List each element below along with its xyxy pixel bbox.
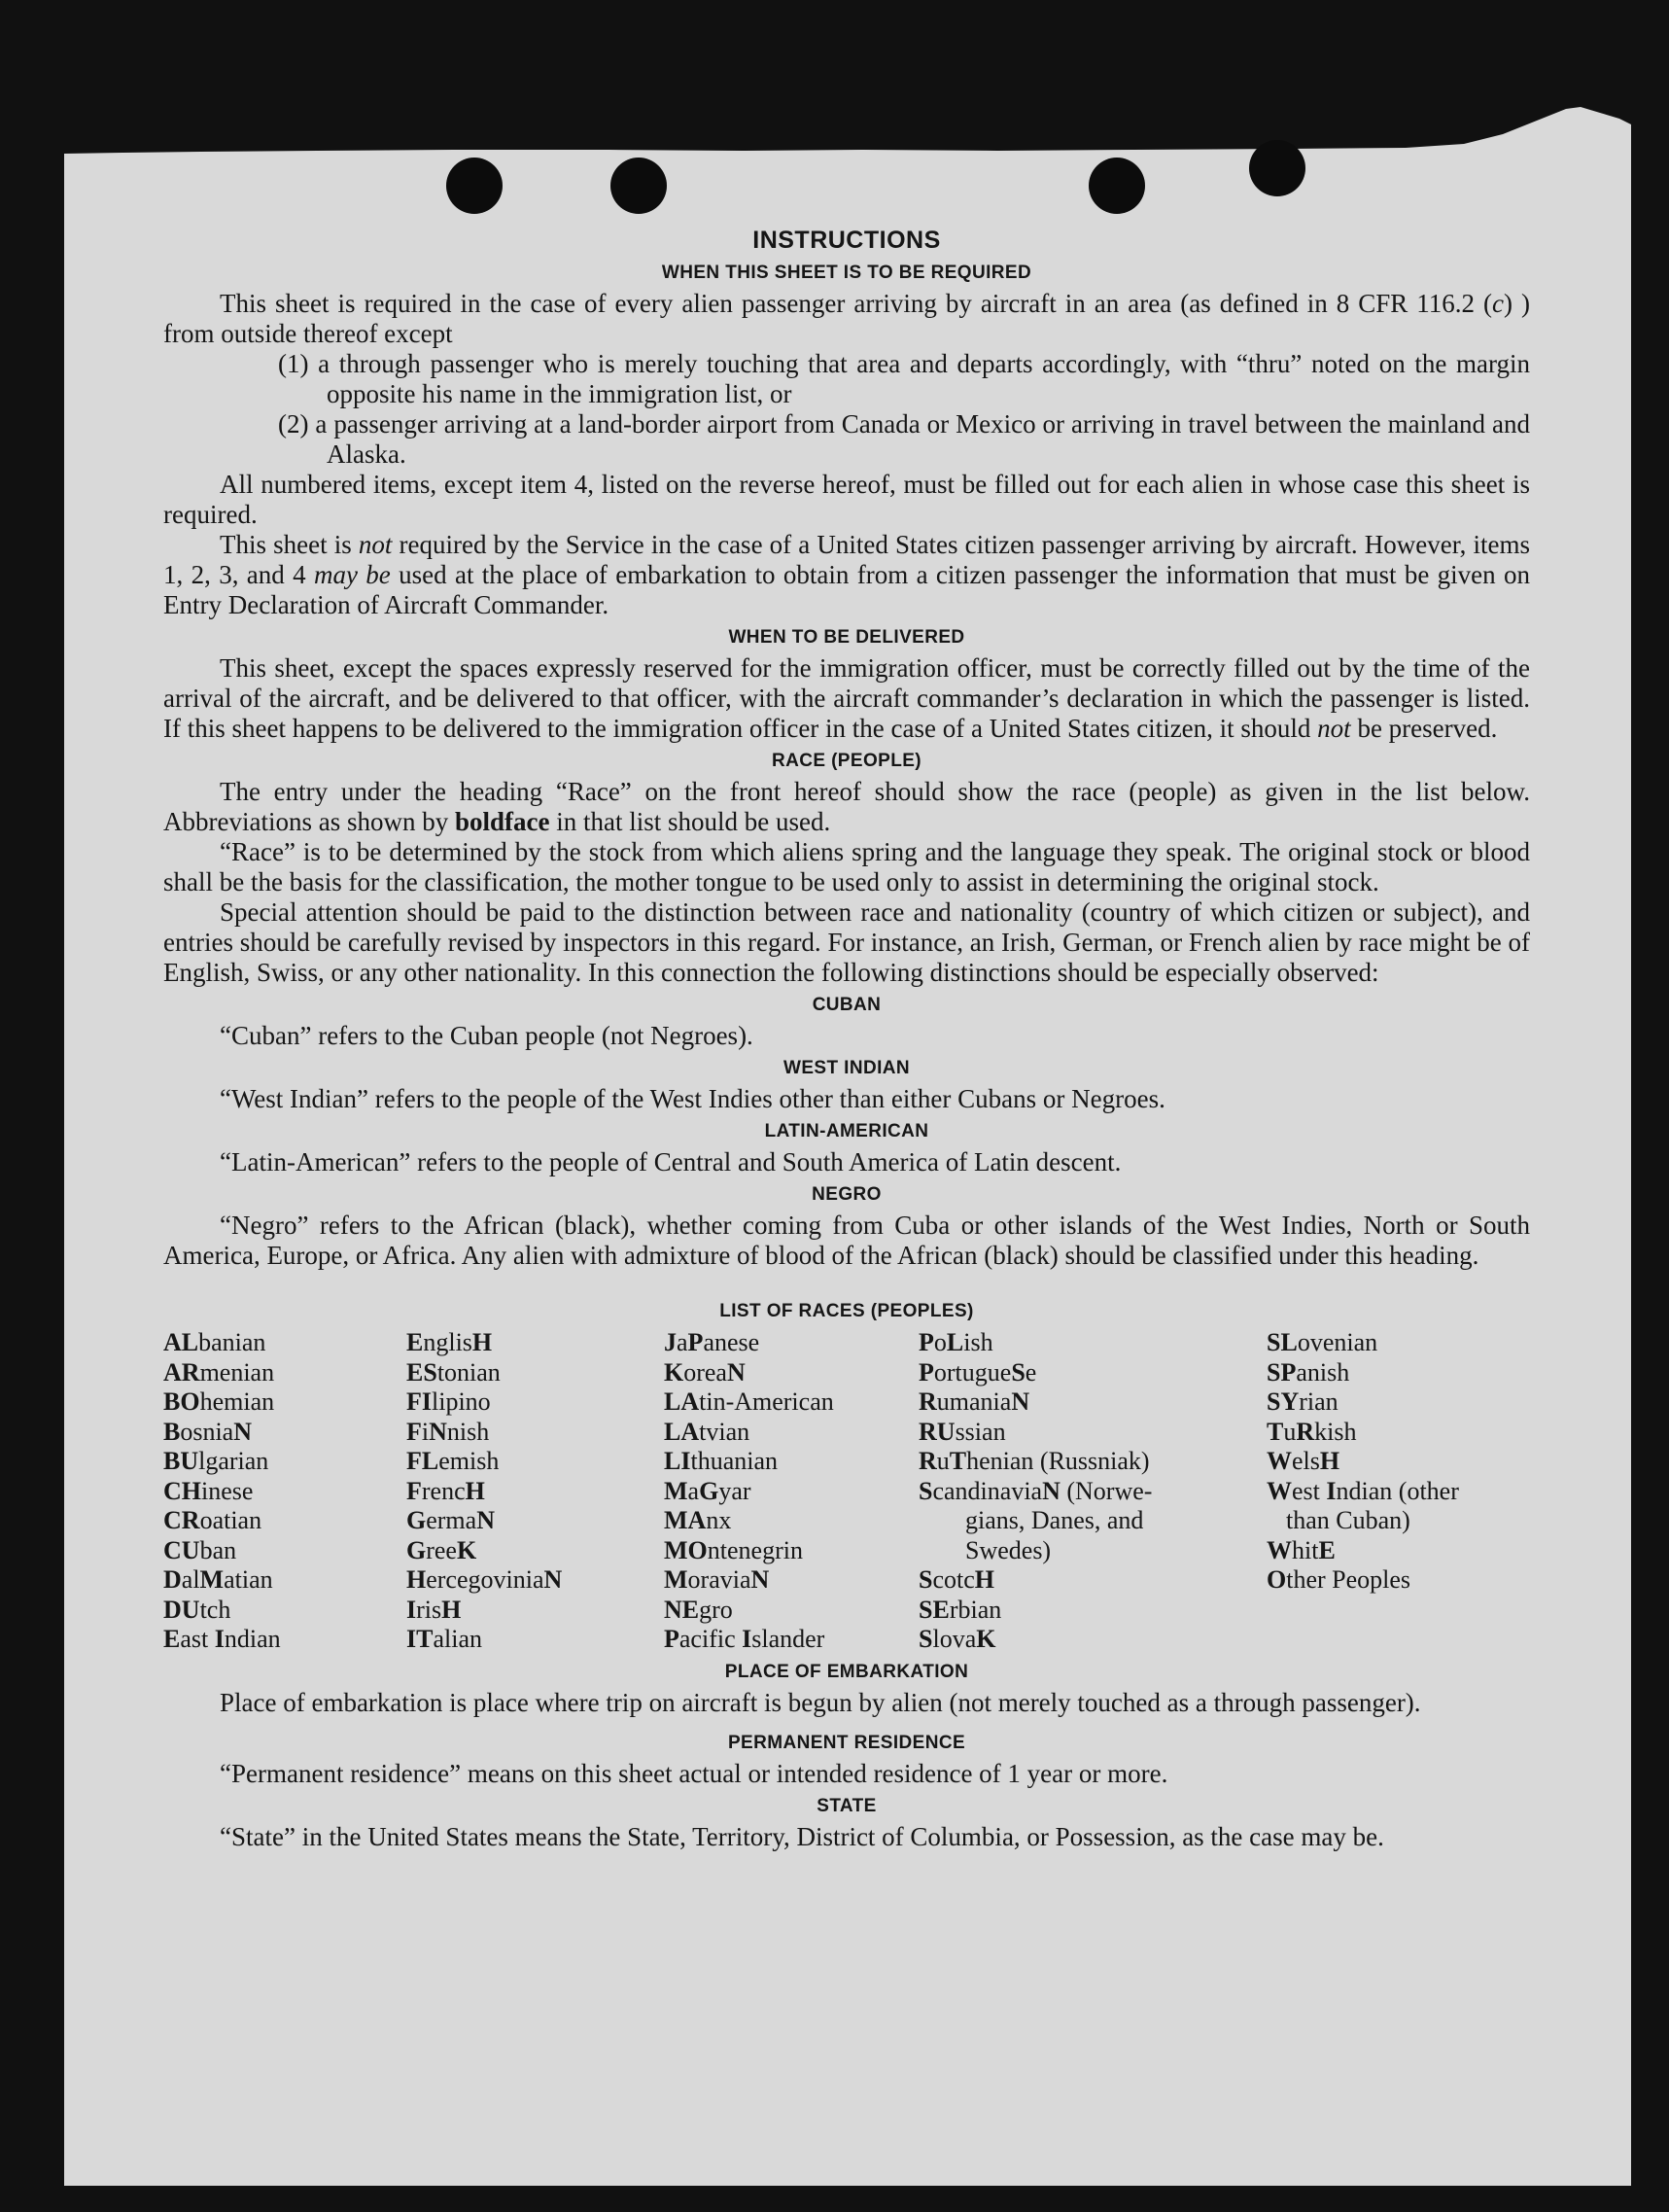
race-abbrev: D — [163, 1565, 182, 1594]
race-abbrev: SY — [1267, 1387, 1300, 1416]
race-abbrev: M — [664, 1565, 688, 1594]
paragraph-embarkation: Place of embarkation is place where trip on aircraft is begun by alien (not merely touched as a through passenger). — [220, 1687, 1421, 1717]
race-abbrev: ES — [406, 1357, 437, 1387]
race-entry — [406, 1536, 664, 1566]
race-abbrev: MA — [664, 1506, 707, 1534]
race-abbrev: I — [406, 1595, 417, 1624]
race-entry — [919, 1565, 1267, 1596]
race-abbrev: W — [1267, 1476, 1292, 1505]
text-span: This sheet, except the spaces expressly reserved for the immigration officer, must be correctly filled out by the time of the arrival of the aircraft, and be delivered to that officer, with the aircraft commander’s declaration in which the passenger is listed. If this sheet happens to be delivered to the immigration officer in the case of a United States citizen, it should — [163, 653, 1530, 743]
race-text: orea — [683, 1357, 727, 1387]
race-text: a — [677, 1328, 688, 1356]
race-entry-continuation: Swedes) — [965, 1535, 1052, 1564]
race-abbrev: N — [750, 1565, 770, 1594]
paragraph-race-2: “Race” is to be determined by the stock from which aliens spring and the language they speak. The original stock or blood shall be the basis for the classification, the mother tongue to be used only to assist in determining the original stock. — [163, 837, 1530, 896]
text-span: be preserved. — [1350, 714, 1498, 743]
race-text: al — [181, 1565, 200, 1594]
race-entry — [1267, 1536, 1530, 1566]
race-entry — [664, 1328, 919, 1358]
race-abbrev: DU — [163, 1595, 200, 1624]
race-text: ther Peoples — [1286, 1565, 1411, 1594]
race-abbrev: SP — [1267, 1357, 1297, 1387]
race-text: ris — [416, 1595, 442, 1624]
text-span: The entry under the heading “Race” on the front hereof should show the race (people) as given in the list below. Abbreviations as shown by — [163, 777, 1530, 836]
race-entry — [1267, 1477, 1530, 1507]
race-abbrev: F — [406, 1476, 422, 1505]
race-abbrev: R — [1296, 1417, 1315, 1446]
race-text: alian — [433, 1625, 482, 1653]
race-abbrev: LA — [664, 1417, 700, 1446]
race-abbrev: P — [664, 1625, 679, 1653]
punch-hole-2 — [610, 158, 667, 214]
race-text: tin-American — [699, 1387, 834, 1416]
race-abbrev: L — [946, 1328, 964, 1356]
race-abbrev: K — [664, 1357, 684, 1387]
race-abbrev: H — [406, 1565, 427, 1594]
race-text: lova — [932, 1625, 977, 1653]
race-text: ntenegrin — [707, 1535, 803, 1564]
race-text: tch — [199, 1595, 231, 1624]
race-abbrev: I — [214, 1625, 225, 1653]
section-title-latin-american: LATIN-AMERICAN — [764, 1121, 929, 1141]
race-entry — [406, 1477, 664, 1507]
race-text: thuanian — [690, 1447, 778, 1475]
race-abbrev: T — [1267, 1417, 1284, 1446]
text-span: This sheet is — [220, 530, 359, 559]
race-entry — [406, 1418, 664, 1448]
section-title-negro: NEGRO — [812, 1184, 882, 1205]
race-abbrev: R — [919, 1387, 937, 1416]
race-text: kish — [1314, 1417, 1357, 1446]
punch-hole-4 — [1249, 140, 1305, 196]
race-abbrev: K — [456, 1535, 477, 1564]
paragraph-latin-american: “Latin-American” refers to the people of Central and South America of Latin descent. — [220, 1147, 1122, 1176]
race-text: ovenian — [1297, 1328, 1378, 1356]
race-entry — [163, 1625, 406, 1655]
race-abbrev: CR — [163, 1506, 200, 1534]
race-entry — [406, 1387, 664, 1418]
race-text: atian — [224, 1565, 273, 1594]
race-entry-continuation: than Cuban) — [1286, 1506, 1410, 1534]
exception-item-1: (1) a through passenger who is merely touching that area and departs accordingly, with “thru” noted on the margin opposite his name in the immigration list, or — [278, 349, 1530, 408]
race-abbrev: N — [233, 1417, 253, 1446]
race-abbrev: K — [976, 1625, 996, 1653]
race-entry — [406, 1625, 664, 1655]
race-text: acific — [678, 1625, 743, 1653]
race-entry — [664, 1418, 919, 1448]
race-text: hemian — [199, 1387, 275, 1416]
paragraph-residence: “Permanent residence” means on this sheet actual or intended residence of 1 year or more. — [220, 1758, 1168, 1788]
section-title-state: STATE — [817, 1795, 877, 1816]
race-text: osnia — [180, 1417, 234, 1446]
race-abbrev: G — [699, 1476, 719, 1505]
race-entry — [1267, 1358, 1530, 1388]
section-title-when-required: WHEN THIS SHEET IS TO BE REQUIRED — [661, 263, 1032, 283]
race-text: ban — [199, 1535, 237, 1564]
text-span: required by the Service in the case of a United States citizen passenger arriving by aircraft. However, items 1, 2, 3, and 4 — [163, 530, 1530, 589]
race-abbrev: MO — [664, 1535, 708, 1564]
race-entry — [163, 1447, 406, 1477]
race-abbrev: J — [664, 1328, 677, 1356]
race-abbrev: FL — [406, 1447, 439, 1475]
race-entry — [664, 1536, 919, 1566]
race-abbrev: FI — [406, 1387, 432, 1416]
race-abbrev: CU — [163, 1535, 200, 1564]
race-text: a — [687, 1476, 700, 1505]
paragraph-west-indian: “West Indian” refers to the people of the West Indies other than either Cubans or Negroes. — [220, 1084, 1165, 1113]
race-entry — [163, 1596, 406, 1626]
race-entry — [919, 1596, 1267, 1626]
race-text: henian (Russniak) — [966, 1447, 1150, 1475]
paragraph-required-intro — [163, 289, 1530, 349]
race-abbrev: IT — [406, 1625, 434, 1653]
race-abbrev: BO — [163, 1387, 200, 1416]
paragraph-race-1 — [163, 777, 1530, 837]
race-abbrev: G — [406, 1506, 427, 1534]
race-entry — [1267, 1418, 1530, 1448]
paragraph-state: “State” in the United States means the State, Territory, District of Columbia, or Possession, as the case may be. — [220, 1821, 1384, 1851]
race-entry — [406, 1447, 664, 1477]
race-entry — [664, 1447, 919, 1477]
race-abbrev: S — [919, 1625, 933, 1653]
race-text: ndian — [224, 1625, 281, 1653]
instructions-content — [163, 226, 1530, 1852]
race-text: nx — [706, 1506, 732, 1534]
race-text: o — [687, 1565, 701, 1594]
race-abbrev: NE — [664, 1595, 700, 1624]
race-text: umania — [936, 1387, 1012, 1416]
race-abbrev: AR — [163, 1357, 200, 1387]
race-text: rian — [1299, 1387, 1339, 1416]
race-text: ast — [180, 1625, 215, 1653]
italic-text: not — [1317, 714, 1351, 743]
race-text: tonian — [436, 1357, 501, 1387]
race-column-3 — [664, 1328, 919, 1655]
race-abbrev: SE — [919, 1595, 950, 1624]
race-entry-continuation: gians, Danes, and — [965, 1506, 1144, 1534]
race-entry — [406, 1596, 664, 1626]
race-entry — [919, 1447, 1267, 1477]
race-abbrev: N — [726, 1357, 746, 1387]
paragraph-delivered — [163, 653, 1530, 744]
paragraph-numbered-items: All numbered items, except item 4, listed on the reverse hereof, must be filled out for each alien in whose case this sheet is required. — [163, 470, 1530, 529]
race-text: ravia — [700, 1565, 751, 1594]
race-text: emish — [438, 1447, 500, 1475]
race-text: ndian (other — [1336, 1476, 1459, 1505]
race-text: oatian — [199, 1506, 262, 1534]
race-entry — [919, 1477, 1267, 1507]
race-abbrev: H — [441, 1595, 462, 1624]
text-span: This sheet is required in the case of every alien passenger arriving by aircraft in an area (as defined in 8 CFR 116.2 ( — [220, 289, 1493, 318]
race-text: ish — [963, 1328, 993, 1356]
section-title-list-of-races: LIST OF RACES (PEOPLES) — [719, 1301, 974, 1321]
race-abbrev: H — [471, 1328, 493, 1356]
italic-text: c — [1492, 289, 1504, 318]
race-abbrev: S — [919, 1476, 933, 1505]
race-abbrev: F — [406, 1417, 422, 1446]
race-entry — [163, 1477, 406, 1507]
race-abbrev: B — [163, 1417, 181, 1446]
race-entry — [163, 1565, 406, 1596]
race-entry — [1267, 1565, 1530, 1596]
race-entry — [664, 1358, 919, 1388]
race-entry — [664, 1565, 919, 1596]
race-entry — [919, 1625, 1267, 1655]
race-list-table — [163, 1328, 1530, 1655]
paragraph-negro: “Negro” refers to the African (black), whether coming from Cuba or other islands of the West Indies, North or South America, Europe, or Africa. Any alien with admixture of blood of the African (black) should be classified under this heading. — [163, 1211, 1530, 1270]
section-title-cuban: CUBAN — [812, 995, 882, 1015]
race-abbrev: G — [406, 1535, 427, 1564]
race-abbrev: E — [1318, 1535, 1336, 1564]
race-text: banian — [198, 1328, 266, 1356]
race-entry — [163, 1536, 406, 1566]
race-abbrev: RU — [919, 1417, 956, 1446]
race-text: (Norwe- — [1060, 1476, 1153, 1505]
race-text: i — [421, 1417, 430, 1446]
race-text: menian — [199, 1357, 275, 1387]
race-abbrev: N — [476, 1506, 495, 1534]
race-text: nish — [446, 1417, 490, 1446]
race-abbrev: I — [742, 1625, 752, 1653]
race-column-5 — [1267, 1328, 1530, 1655]
race-entry — [664, 1387, 919, 1418]
race-text: u — [1283, 1417, 1297, 1446]
race-text: slander — [751, 1625, 825, 1653]
race-text: ortugue — [933, 1357, 1012, 1387]
race-column-4 — [919, 1328, 1267, 1655]
race-text: nglis — [423, 1328, 472, 1356]
race-column-2 — [406, 1328, 664, 1655]
race-text: est — [1292, 1476, 1327, 1505]
race-abbrev: E — [406, 1328, 424, 1356]
race-abbrev: O — [1267, 1565, 1287, 1594]
race-abbrev: T — [949, 1447, 967, 1475]
race-text: cotc — [932, 1565, 975, 1594]
race-abbrev: LI — [664, 1447, 691, 1475]
section-title-embarkation: PLACE OF EMBARKATION — [724, 1661, 969, 1682]
race-column-1 — [163, 1328, 406, 1655]
race-text: gro — [699, 1595, 733, 1624]
race-abbrev: N — [543, 1565, 563, 1594]
race-abbrev: N — [429, 1417, 447, 1446]
race-abbrev: M — [664, 1476, 688, 1505]
race-text: ercegovinia — [426, 1565, 544, 1594]
race-abbrev: I — [1326, 1476, 1337, 1505]
race-text: erma — [426, 1506, 477, 1534]
race-text: candinavia — [932, 1476, 1043, 1505]
italic-text: may be — [313, 560, 391, 589]
race-abbrev: N — [1011, 1387, 1030, 1416]
race-abbrev: P — [919, 1328, 934, 1356]
race-abbrev: P — [687, 1328, 704, 1356]
race-text: renc — [421, 1476, 466, 1505]
paragraph-race-3: Special attention should be paid to the distinction between race and nationality (country of which citizen or subject), and entries should be carefully revised by inspectors in this regard. For instance, an Irish, German, or French alien by race might be of English, Swiss, or any other nationality. In this connection the following distinctions should be especially observed: — [163, 897, 1530, 987]
race-text: ssian — [955, 1417, 1006, 1446]
race-text: els — [1292, 1447, 1320, 1475]
race-text: rbian — [949, 1595, 1002, 1624]
section-title-residence: PERMANENT RESIDENCE — [727, 1732, 966, 1753]
race-text: u — [936, 1447, 950, 1475]
text-span: in that list should be used. — [549, 807, 831, 836]
section-title-when-delivered: WHEN TO BE DELIVERED — [728, 627, 965, 648]
race-text: lgarian — [198, 1447, 269, 1475]
race-entry — [406, 1506, 664, 1536]
race-entry — [1267, 1387, 1530, 1418]
race-abbrev: BU — [163, 1447, 199, 1475]
race-abbrev: E — [163, 1625, 181, 1653]
race-abbrev: H — [465, 1476, 485, 1505]
punch-hole-3 — [1089, 158, 1145, 214]
race-abbrev: W — [1267, 1535, 1292, 1564]
race-entry — [406, 1358, 664, 1388]
race-text: anish — [1296, 1357, 1350, 1387]
race-text: hit — [1292, 1535, 1319, 1564]
race-entry — [919, 1387, 1267, 1418]
race-text: tvian — [699, 1417, 750, 1446]
race-entry — [163, 1328, 406, 1358]
race-abbrev: W — [1267, 1447, 1292, 1475]
race-entry — [163, 1506, 406, 1536]
race-abbrev: SL — [1267, 1328, 1298, 1356]
race-entry — [406, 1328, 664, 1358]
race-text: inese — [201, 1476, 254, 1505]
race-abbrev: R — [919, 1447, 937, 1475]
race-entry — [664, 1477, 919, 1507]
race-entry — [664, 1625, 919, 1655]
race-abbrev: H — [1319, 1447, 1340, 1475]
race-entry — [664, 1596, 919, 1626]
race-abbrev: AL — [163, 1328, 199, 1356]
race-entry — [919, 1328, 1267, 1358]
race-abbrev: M — [199, 1565, 225, 1594]
paragraph-citizen — [163, 530, 1530, 620]
race-text: lipino — [432, 1387, 491, 1416]
race-entry — [406, 1565, 664, 1596]
race-abbrev: H — [974, 1565, 995, 1594]
paragraph-cuban: “Cuban” refers to the Cuban people (not Negroes). — [220, 1021, 753, 1050]
text-span: used at the place of embarkation to obtain from a citizen passenger the information that must be given on Entry Declaration of Aircraft Commander. — [163, 560, 1530, 619]
race-abbrev: S — [919, 1565, 933, 1594]
race-text: anese — [703, 1328, 760, 1356]
section-title-race: RACE (PEOPLE) — [771, 751, 922, 771]
race-entry — [919, 1418, 1267, 1448]
race-text: o — [933, 1328, 947, 1356]
race-entry — [664, 1506, 919, 1536]
race-text: ree — [426, 1535, 457, 1564]
race-entry — [163, 1358, 406, 1388]
race-abbrev: N — [1042, 1476, 1061, 1505]
race-entry — [1267, 1328, 1530, 1358]
exception-item-2: (2) a passenger arriving at a land-border airport from Canada or Mexico or arriving in travel between the mainland and Alaska. — [278, 409, 1530, 469]
italic-text: not — [358, 530, 393, 559]
race-text: e — [1025, 1357, 1037, 1387]
race-abbrev: CH — [163, 1476, 201, 1505]
race-entry — [1267, 1447, 1530, 1477]
section-title-west-indian: WEST INDIAN — [782, 1058, 910, 1078]
bold-text: boldface — [454, 807, 550, 836]
punch-hole-1 — [446, 158, 503, 214]
race-entry — [163, 1418, 406, 1448]
race-text: yar — [718, 1476, 751, 1505]
race-abbrev: S — [1011, 1357, 1026, 1387]
race-entry — [163, 1387, 406, 1418]
race-abbrev: P — [919, 1357, 934, 1387]
page-title: INSTRUCTIONS — [752, 227, 941, 254]
race-entry — [919, 1358, 1267, 1388]
text-span: ) ) from outside thereof except — [163, 289, 1530, 348]
race-abbrev: LA — [664, 1387, 700, 1416]
